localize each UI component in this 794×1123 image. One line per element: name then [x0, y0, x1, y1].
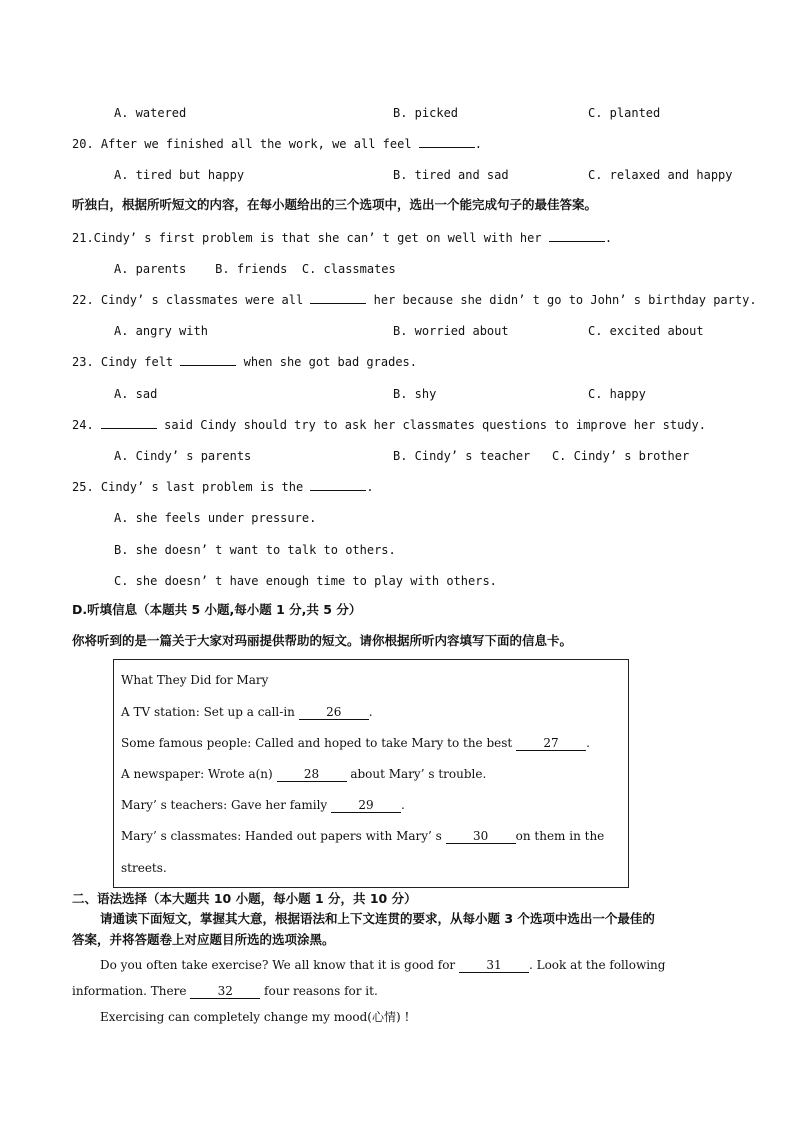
q21-stem-text: 21.Cindy’ s first problem is that she can’ t get on well with her [72, 231, 549, 245]
q23-option-b: B. shy [393, 387, 437, 401]
blank-32: 32 [190, 985, 260, 999]
q24-blank [101, 428, 157, 429]
q23-stem [72, 354, 417, 370]
card-row-28 [121, 766, 486, 782]
passage-line-1 [100, 957, 665, 973]
section-2-title: 二、语法选择（本大题共 10 小题，每小题 1 分，共 10 分） [72, 891, 417, 906]
card-row-26 [121, 704, 373, 720]
passage-line-2 [72, 983, 378, 999]
q23-stem-text: 23. Cindy felt [72, 355, 181, 369]
q22-stem-text: 22. Cindy’ s classmates were all [72, 293, 311, 307]
passage-line-3: Exercising can completely change my mood(心情) ! [100, 1010, 410, 1024]
q25-option-c: C. she doesn’ t have enough time to play with others. [114, 574, 497, 588]
q20-option-a: A. tired but happy [114, 168, 245, 182]
q24-option-bc: B. Cindy’ s teacher C. Cindy’ s brother [393, 449, 690, 463]
q25-stem [72, 479, 374, 495]
q23-stem-end: when she got bad grades. [236, 355, 417, 369]
q19-option-a: A. watered [114, 106, 187, 120]
blank-26: 26 [299, 706, 369, 720]
card-row-28-end: about Mary’ s trouble. [346, 767, 487, 781]
q23-blank [180, 365, 236, 366]
q20-blank [419, 147, 475, 148]
q20-stem [72, 136, 482, 152]
q21-stem [72, 230, 612, 246]
q22-blank [310, 303, 366, 304]
card-row-26-label: A TV station: Set up a call-in [121, 705, 299, 719]
card-row-26-end: . [368, 705, 373, 719]
blank-31: 31 [459, 959, 529, 973]
card-row-27-label: Some famous people: Called and hoped to take Mary to the best [121, 736, 517, 750]
q22-option-a: A. angry with [114, 324, 208, 338]
passage-line-1-text: Do you often take exercise? We all know that it is good for [100, 958, 459, 972]
section-d-instructions: 你将听到的是一篇关于大家对玛丽提供帮助的短文。请你根据所听内容填写下面的信息卡。 [72, 633, 573, 648]
card-row-27-end: . [586, 736, 590, 750]
q21-options: A. parents B. friends C. classmates [114, 262, 396, 276]
q23-option-c: C. happy [588, 387, 646, 401]
card-row-28-label: A newspaper: Wrote a(n) [121, 767, 277, 781]
section-d-title: D.听填信息（本题共 5 小题,每小题 1 分,共 5 分） [72, 602, 362, 617]
q25-option-b: B. she doesn’ t want to talk to others. [114, 543, 396, 557]
q20-option-c: C. relaxed and happy [588, 168, 733, 182]
section-listen-instructions: 听独白，根据所听短文的内容，在每小题给出的三个选项中，选出一个能完成句子的最佳答案。 [72, 197, 598, 212]
q21-blank [549, 241, 605, 242]
q20-stem-end: . [474, 137, 483, 151]
q22-option-c: C. excited about [588, 324, 704, 338]
q20-option-b: B. tired and sad [393, 168, 509, 182]
blank-30: 30 [446, 830, 516, 844]
card-row-29-end: . [401, 798, 405, 812]
card-heading: What They Did for Mary [121, 673, 269, 687]
q25-blank [310, 490, 366, 491]
q25-stem-text: 25. Cindy’ s last problem is the [72, 480, 311, 494]
passage-line-2-text: information. There [72, 984, 191, 998]
card-row-30 [121, 828, 604, 844]
blank-29: 29 [331, 799, 401, 813]
q19-option-c: C. planted [588, 106, 661, 120]
q24-stem [72, 417, 706, 433]
q21-stem-end: . [604, 231, 613, 245]
card-row-30-continued: streets. [121, 861, 167, 875]
card-row-29 [121, 797, 405, 813]
passage-line-2-end: four reasons for it. [260, 984, 378, 998]
q20-stem-text: 20. After we finished all the work, we all feel [72, 137, 419, 151]
section-2-instructions-2: 答案，并将答题卷上对应题目所选的选项涂黑。 [72, 932, 335, 947]
blank-28: 28 [277, 768, 347, 782]
passage-line-1-end: . Look at the following [528, 958, 666, 972]
q25-option-a: A. she feels under pressure. [114, 511, 317, 525]
q22-stem [72, 292, 757, 308]
q24-option-a: A. Cindy’ s parents [114, 449, 252, 463]
card-row-30-end: on them in the [515, 829, 605, 843]
section-2-instructions-1: 请通读下面短文，掌握其大意，根据语法和上下文连贯的要求，从每小题 3 个选项中选出一个最佳的 [100, 911, 655, 926]
q25-stem-end: . [366, 480, 374, 494]
q24-stem-end: said Cindy should try to ask her classmates questions to improve her study. [156, 418, 706, 432]
card-row-27 [121, 735, 590, 751]
q22-option-b: B. worried about [393, 324, 509, 338]
card-row-30-label: Mary’ s classmates: Handed out papers with Mary’ s [121, 829, 446, 843]
card-row-29-label: Mary’ s teachers: Gave her family [121, 798, 331, 812]
q23-option-a: A. sad [114, 387, 158, 401]
q19-option-b: B. picked [393, 106, 459, 120]
q24-stem-text: 24. [72, 418, 101, 432]
q22-stem-end: her because she didn’ t go to John’ s birthday party. [366, 293, 757, 307]
blank-27: 27 [516, 737, 586, 751]
